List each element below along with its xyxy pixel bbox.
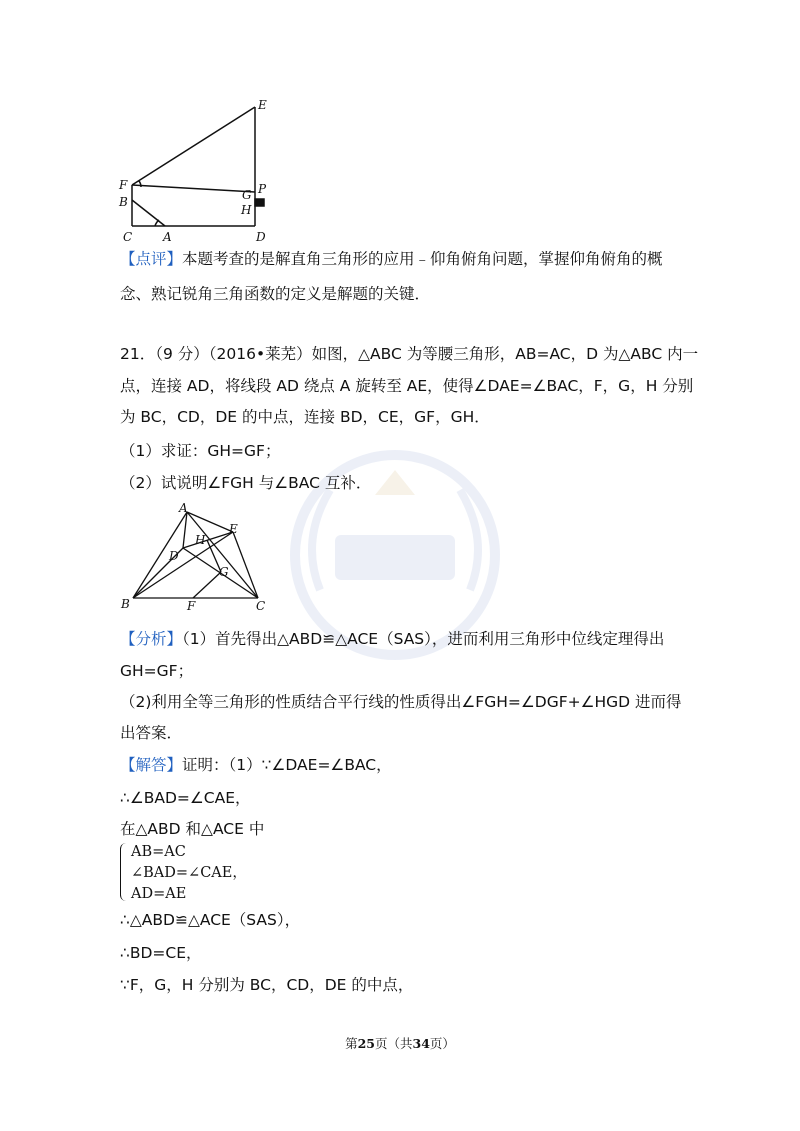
problem-line-1: 21．（9 分）（2016•莱芜）如图，△ABC 为等腰三角形，AB=AC，D 为△ABC 内一 <box>120 345 699 363</box>
problem-line-2: 点，连接 AD，将线段 AD 绕点 A 旋转至 AE，使得∠DAE=∠BAC，F，G，H 分别 <box>120 377 694 395</box>
label-g: G <box>242 188 252 202</box>
analysis-tag: 【分析】 <box>120 630 183 648</box>
label-f: F <box>187 599 196 613</box>
review-line-2: 念、熟记锐角三角函数的定义是解题的关键． <box>120 285 431 303</box>
label-a: A <box>163 230 172 244</box>
label-h: H <box>241 203 252 217</box>
label-p: P <box>258 182 267 196</box>
page-footer: 第25页（共34页） <box>345 1036 455 1051</box>
label-g: G <box>219 565 229 579</box>
label-e: E <box>229 522 238 536</box>
total-pages: 34 <box>412 1036 430 1051</box>
solution-line-3: 在△ABD 和△ACE 中 <box>120 820 265 838</box>
analysis-line-2: GH=GF； <box>120 662 194 680</box>
label-e: E <box>258 98 267 112</box>
review-tag: 【点评】 <box>120 250 183 268</box>
label-d: D <box>169 549 179 563</box>
question-1: （1）求证：GH=GF； <box>120 442 281 460</box>
problem-line-3: 为 BC，CD，DE 的中点，连接 BD，CE，GF，GH． <box>120 408 490 426</box>
figure-triangle-diagram <box>115 500 285 615</box>
label-c: C <box>123 230 133 244</box>
label-h: H <box>195 533 206 547</box>
question-2: （2）试说明∠FGH 与∠BAC 互补． <box>120 474 372 492</box>
system-line-2: ∠BAD=∠CAE， <box>131 865 247 881</box>
label-f: F <box>119 178 128 192</box>
label-b: B <box>121 597 130 611</box>
solution-line-5: ∴BD=CE， <box>120 944 202 962</box>
solution-line-2: ∴∠BAD=∠CAE， <box>120 789 251 807</box>
analysis-line-1: 【分析】（1）首先得出△ABD≌△ACE（SAS），进而利用三角形中位线定理得出 <box>120 630 665 648</box>
equation-brace <box>120 843 129 901</box>
review-line-1: 【点评】本题考查的是解直角三角形的应用﹣仰角俯角问题，掌握仰角俯角的概 <box>120 250 663 268</box>
figure-elevation-diagram <box>115 95 285 245</box>
analysis-line-4: 出答案． <box>120 724 183 742</box>
solution-line-1: 【解答】证明：（1）∵∠DAE=∠BAC， <box>120 756 392 774</box>
label-c: C <box>256 599 266 613</box>
solution-line-4: ∴△ABD≌△ACE（SAS）， <box>120 911 301 929</box>
solution-tag: 【解答】 <box>120 756 183 774</box>
label-b: B <box>119 195 128 209</box>
system-line-1: AB=AC <box>131 844 186 860</box>
solution-line-6: ∵F，G，H 分别为 BC，CD，DE 的中点， <box>120 976 414 994</box>
page-number: 25 <box>357 1036 375 1051</box>
system-line-3: AD=AE <box>131 886 187 902</box>
label-d: D <box>256 230 266 244</box>
analysis-line-3: （2)利用全等三角形的性质结合平行线的性质得出∠FGH=∠DGF+∠HGD 进而得 <box>120 693 682 711</box>
label-a: A <box>179 501 188 515</box>
